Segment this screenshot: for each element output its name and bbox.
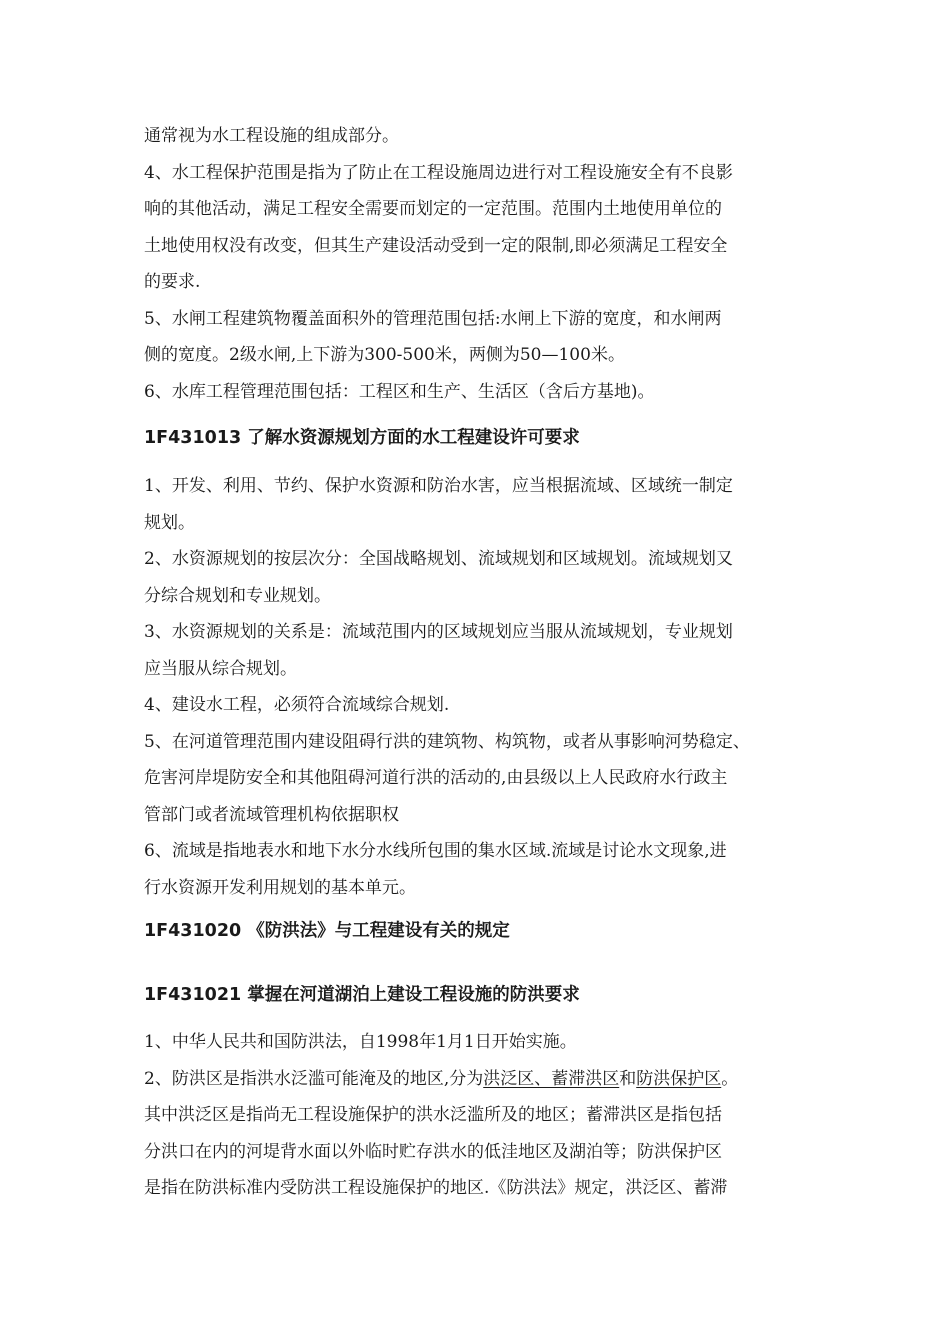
paragraph-line: 行水资源开发利用规划的基本单元。 [144,877,416,898]
paragraph-line: 分洪口在内的河堤背水面以外临时贮存洪水的低洼地区及湖泊等；防洪保护区 [144,1141,722,1162]
paragraph-line: 规划。 [144,512,195,533]
text-span: 和 [619,1068,637,1089]
paragraph-line: 侧的宽度。2级水闸,上下游为300-500米，两侧为50—100米。 [144,345,625,365]
paragraph-line: 6、流域是指地表水和地下水分水线所包围的集水区域.流域是讨论水文现象,进 [144,841,727,861]
paragraph-line: 5、水闸工程建筑物覆盖面积外的管理范围包括:水闸上下游的宽度，和水闸两 [144,308,722,329]
text-span: 。 [721,1068,739,1089]
paragraph-line-flood-zones [144,1061,814,1098]
paragraph-line: 响的其他活动，满足工程安全需要而划定的一定范围。范围内土地使用单位的 [144,199,722,219]
section-heading-1f431013: 1F431013 了解水资源规划方面的水工程建设许可要求 [144,428,580,448]
paragraph-line: 管部门或者流域管理机构依据职权 [144,804,399,825]
text-block-water-resource-planning [144,468,814,906]
paragraph-line: 4、建设水工程，必须符合流域综合规划. [144,695,450,715]
paragraph-line: 应当服从综合规划。 [144,658,297,679]
paragraph-line: 危害河岸堤防安全和其他阻碍河道行洪的活动的,由县级以上人民政府水行政主 [144,768,728,788]
paragraph-line: 1、开发、利用、节约、保护水资源和防治水害，应当根据流域、区域统一制定 [144,476,733,496]
paragraph-line: 土地使用权没有改变，但其生产建设活动受到一定的限制,即必须满足工程安全 [144,235,728,256]
text-span: 2、防洪区是指洪水泛滥可能淹及的地区,分为 [144,1068,484,1089]
paragraph-line: 4、水工程保护范围是指为了防止在工程设施周边进行对工程设施安全有不良影 [144,162,733,183]
section-heading-1f431020: 1F431020 《防洪法》与工程建设有关的规定 [144,921,510,941]
underlined-term: 洪泛区、蓄滞洪区 [483,1068,620,1089]
paragraph-line: 6、水库工程管理范围包括：工程区和生产、生活区（含后方基地)。 [144,381,655,402]
paragraph-line: 的要求. [144,272,201,292]
paragraph-line: 1、中华人民共和国防洪法，自1998年1月1日开始实施。 [144,1032,577,1052]
text-block-water-engineering-scope [144,118,814,410]
paragraph-line: 其中洪泛区是指尚无工程设施保护的洪水泛滥所及的地区；蓄滞洪区是指包括 [144,1105,722,1125]
paragraph-line: 通常视为水工程设施的组成部分。 [144,126,399,146]
paragraph-line: 2、水资源规划的按层次分：全国战略规划、流域规划和区域规划。流域规划又 [144,549,733,569]
section-heading-1f431021: 1F431021 掌握在河道湖泊上建设工程设施的防洪要求 [144,985,580,1005]
paragraph-line: 5、在河道管理范围内建设阻碍行洪的建筑物、构筑物，或者从事影响河势稳定、 [144,731,750,752]
paragraph-line: 分综合规划和专业规划。 [144,585,331,606]
underlined-term: 防洪保护区 [636,1068,722,1089]
paragraph-line: 是指在防洪标准内受防洪工程设施保护的地区.《防洪法》规定，洪泛区、蓄滞 [144,1178,728,1198]
paragraph-line: 3、水资源规划的关系是：流域范围内的区域规划应当服从流域规划，专业规划 [144,622,733,642]
text-block-flood-control [144,1024,814,1207]
